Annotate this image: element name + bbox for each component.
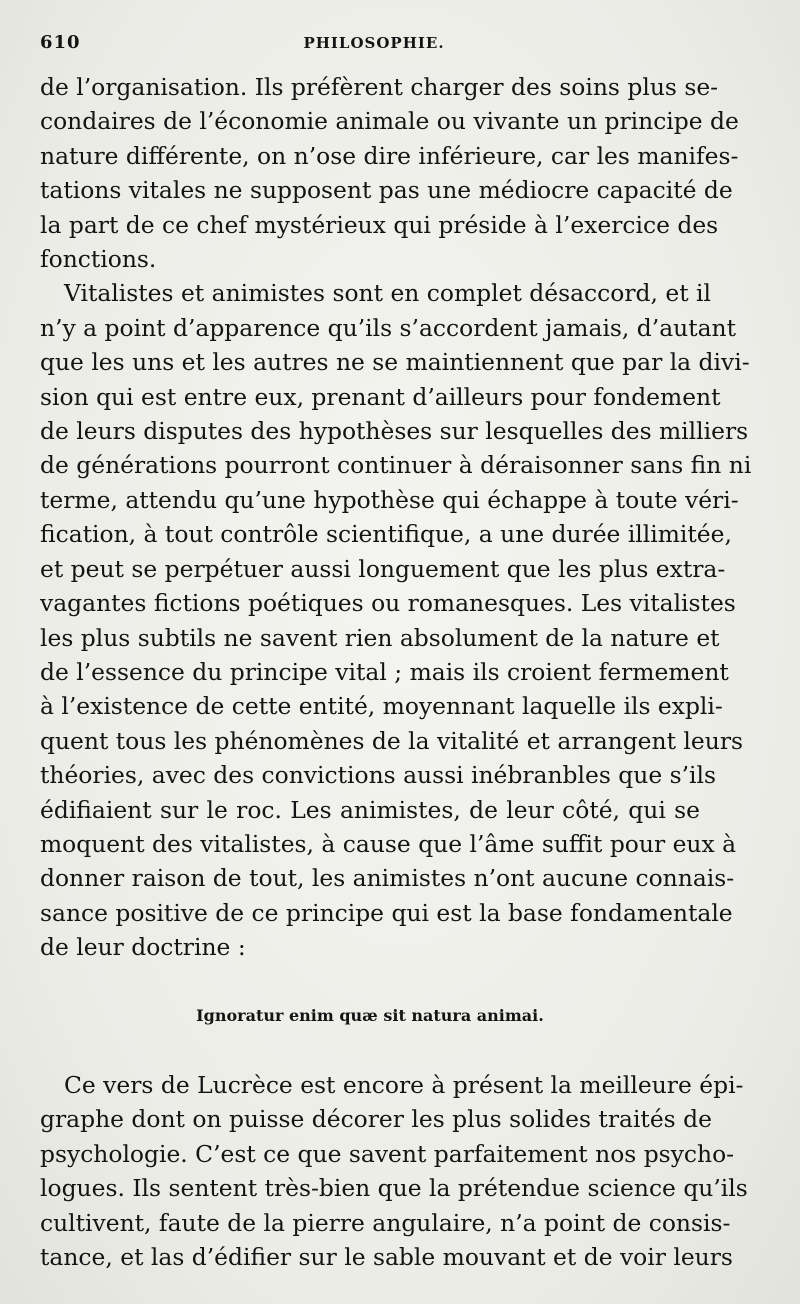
latin-quote: Ignoratur enim quæ sit natura animai. [196,1006,544,1025]
page-header [40,32,708,58]
text-line: psychologie. C’est ce que savent parfaitement nos psycho- [40,1139,735,1168]
text-line: les plus subtils ne savent rien absolument de la nature et [40,623,720,652]
text-line: condaires de l’économie animale ou vivante un principe de [40,107,739,136]
paragraph [40,70,739,276]
text-line: moquent des vitalistes, à cause que l’âme suffit pour eux à [40,829,737,858]
text-line: et peut se perpétuer aussi longuement que les plus extra- [40,554,726,583]
text-line: vagantes fictions poétiques ou romanesques. Les vitalistes [40,589,736,618]
body-text-top [40,70,752,965]
text-line: terme, attendu qu’une hypothèse qui échappe à toute véri- [40,485,739,514]
text-line: théories, avec des convictions aussi inébranbles que s’ils [40,761,717,790]
text-line: nature différente, on n’ose dire inférieure, car les manifes- [40,141,739,170]
text-line: Ce vers de Lucrèce est encore à présent la meilleure épi- [64,1071,744,1099]
text-line: graphe dont on puisse décorer les plus solides traités de [40,1105,712,1134]
text-line: la part de ce chef mystérieux qui préside à l’exercice des [40,210,719,239]
text-line: de générations pourront continuer à déraisonner sans fin ni [40,451,752,480]
body-text-bottom [40,1068,748,1274]
text-line: de l’organisation. Ils préfèrent charger des soins plus se- [40,73,719,101]
text-line: de leurs disputes des hypothèses sur lesquelles des milliers [40,417,749,446]
running-head: PHILOSOPHIE. [303,34,445,52]
paragraph [40,1068,748,1274]
text-line: logues. Ils sentent très-bien que la prétendue science qu’ils [40,1174,748,1203]
text-line: de leur doctrine : [40,933,246,962]
paragraph [40,276,752,964]
text-line: que les uns et les autres ne se maintiennent que par la divi- [40,348,750,377]
text-line: édifiaient sur le roc. Les animistes, de leur côté, qui se [40,795,700,824]
page-number: 610 [40,32,81,53]
text-line: tations vitales ne supposent pas une médiocre capacité de [40,176,733,205]
text-line: de l’essence du principe vital ; mais ils croient fermement [40,657,729,686]
text-line: tance, et las d’édifier sur le sable mouvant et de voir leurs [40,1243,733,1272]
text-line: n’y a point d’apparence qu’ils s’accordent jamais, d’autant [40,313,737,342]
text-line: fonctions. [40,245,157,274]
text-line: sion qui est entre eux, prenant d’ailleurs pour fondement [40,382,721,411]
text-line: donner raison de tout, les animistes n’ont aucune connais- [40,864,735,893]
text-line: quent tous les phénomènes de la vitalité et arrangent leurs [40,726,743,755]
text-line: sance positive de ce principe qui est la base fondamentale [40,898,733,927]
text-line: cultivent, faute de la pierre angulaire, n’a point de consis- [40,1208,731,1237]
text-line: Vitalistes et animistes sont en complet désaccord, et il [64,279,711,308]
text-line: fication, à tout contrôle scientifique, a une durée illimitée, [40,520,732,549]
text-line: à l’existence de cette entité, moyennant laquelle ils expli- [40,692,723,721]
